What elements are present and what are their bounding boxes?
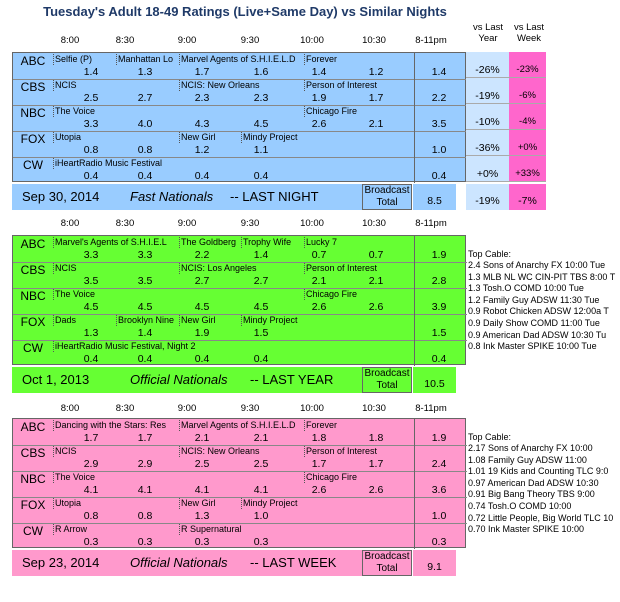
network-label: CBS: [20, 80, 46, 94]
broadcast-label: Broadcast: [364, 551, 410, 562]
rating-value: 0.4: [194, 170, 210, 182]
broadcast-label: Broadcast: [364, 185, 410, 196]
show-name: The Voice: [53, 472, 304, 483]
vs-last-week-value: +0%: [509, 130, 546, 156]
time-slot-label: 8:00: [60, 35, 80, 46]
rating-value: 1.7: [194, 66, 210, 78]
rating-value: 2.7: [253, 275, 269, 287]
network-label: ABC: [20, 237, 46, 251]
ratings-block-last-year: [12, 235, 466, 365]
show-name: Manhattan Lo: [116, 54, 179, 65]
show-name: NCIS: Los Angeles: [179, 263, 304, 274]
rating-value: 0.4: [137, 170, 153, 182]
show-name: NCIS: New Orleans: [179, 80, 304, 91]
show-name: Trophy Wife: [241, 237, 304, 248]
network-label: NBC: [20, 106, 46, 120]
rating-value: 1.1: [253, 144, 269, 156]
footer-suffix: -- LAST WEEK: [250, 555, 337, 570]
rating-value: 2.5: [253, 458, 269, 470]
rating-value: 1.2: [368, 66, 384, 78]
total-value: 1.9: [431, 432, 447, 444]
footer-vs-last-year: -19%: [466, 184, 509, 210]
rating-value: 0.4: [253, 353, 269, 365]
total-label: Total: [376, 197, 398, 208]
total-cell: [414, 340, 461, 366]
rating-value: 1.4: [253, 249, 269, 261]
show-name: iHeartRadio Music Festival: [53, 158, 304, 169]
total-cell: [414, 262, 461, 288]
vs-last-year-value: -36%: [466, 130, 509, 156]
network-label: CW: [23, 158, 43, 172]
footer-label: Official Nationals: [130, 372, 228, 387]
show-name: R Supernatural: [179, 524, 304, 535]
time-slot-label: 10:30: [362, 35, 386, 46]
total-cell: [414, 419, 461, 445]
footer-suffix: -- LAST YEAR: [250, 372, 334, 387]
rating-value: 2.9: [83, 458, 99, 470]
time-slot-label: 9:00: [177, 403, 197, 414]
total-cell: [414, 471, 461, 497]
rating-value: 0.8: [137, 510, 153, 522]
show-name: Forever: [304, 54, 406, 65]
vs-last-week-header: vs Last Week: [513, 22, 545, 44]
vs-last-week-value: -23%: [509, 52, 546, 78]
footer-label: Fast Nationals: [130, 189, 214, 204]
show-name: Chicago Fire: [304, 472, 406, 483]
rating-value: 2.3: [253, 92, 269, 104]
total-value: 1.9: [431, 249, 447, 261]
rating-value: 1.5: [253, 327, 269, 339]
show-name: The Voice: [53, 289, 304, 300]
top-cable-item: 1.3 MLB NL WC CIN-PIT TBS 8:00 T: [468, 271, 616, 282]
show-name: Chicago Fire: [304, 289, 406, 300]
network-label: CW: [23, 524, 43, 538]
time-slot-label: 10:30: [362, 218, 386, 229]
time-slot-label: 8-11pm: [415, 403, 447, 414]
rating-value: 0.7: [368, 249, 384, 261]
vs-last-week-value: -6%: [509, 78, 546, 104]
time-header: [0, 403, 470, 415]
rating-value: 0.3: [194, 536, 210, 548]
rating-value: 4.0: [137, 118, 153, 130]
rating-value: 1.3: [194, 510, 210, 522]
top-cable-item: 0.70 Ink Master SPIKE 10:00: [468, 524, 585, 535]
time-slot-label: 10:00: [300, 35, 324, 46]
time-header: [0, 35, 470, 47]
rating-value: 3.5: [83, 275, 99, 287]
total-cell: [414, 497, 461, 523]
rating-value: 1.9: [194, 327, 210, 339]
total-value: 0.4: [431, 353, 447, 365]
top-cable-item: 1.3 Tosh.O COMD 10:00 Tue: [468, 283, 584, 294]
rating-value: 3.3: [137, 249, 153, 261]
broadcast-total-value: 9.1: [413, 550, 456, 576]
total-cell: [414, 445, 461, 471]
total-cell: [414, 523, 461, 549]
rating-value: 1.3: [137, 66, 153, 78]
time-slot-label: 8:30: [115, 403, 135, 414]
top-cable-item: 0.97 American Dad ADSW 10:30: [468, 477, 599, 488]
show-name: Person of Interest: [304, 80, 406, 91]
total-value: 0.4: [431, 170, 447, 182]
rating-value: 2.6: [311, 118, 327, 130]
total-cell: [414, 105, 461, 131]
rating-value: 2.9: [137, 458, 153, 470]
show-name: Person of Interest: [304, 263, 406, 274]
rating-value: 1.4: [311, 66, 327, 78]
total-value: 0.3: [431, 536, 447, 548]
show-name: Mindy Project: [241, 315, 304, 326]
total-cell: [414, 131, 461, 157]
rating-value: 1.7: [83, 432, 99, 444]
vs-last-week-value: +33%: [509, 156, 546, 182]
time-slot-label: 9:30: [240, 35, 260, 46]
rating-value: 2.1: [194, 432, 210, 444]
time-slot-label: 8:30: [115, 218, 135, 229]
broadcast-total-label: [362, 550, 412, 576]
rating-value: 0.4: [194, 353, 210, 365]
show-name: Lucky 7: [304, 237, 406, 248]
top-cable-item: 1.08 Family Guy ADSW 11:00: [468, 454, 587, 465]
vs-last-year-value: -10%: [466, 104, 509, 130]
vs-last-week-value: -4%: [509, 104, 546, 130]
total-value: 1.5: [431, 327, 447, 339]
total-value: 2.8: [431, 275, 447, 287]
rating-value: 3.3: [83, 118, 99, 130]
rating-value: 1.3: [83, 327, 99, 339]
total-value: 2.2: [431, 92, 447, 104]
network-label: FOX: [20, 132, 46, 146]
time-slot-label: 8:00: [60, 403, 80, 414]
rating-value: 0.3: [137, 536, 153, 548]
rating-value: 4.1: [137, 484, 153, 496]
rating-value: 1.4: [83, 66, 99, 78]
page-title: Tuesday's Adult 18-49 Ratings (Live+Same Day) vs Similar Nights: [43, 4, 447, 19]
time-slot-label: 10:30: [362, 403, 386, 414]
time-slot-label: 8:30: [115, 35, 135, 46]
rating-value: 1.7: [311, 458, 327, 470]
rating-value: 2.1: [368, 118, 384, 130]
show-name: R Arrow: [53, 524, 179, 535]
time-slot-label: 8:00: [60, 218, 80, 229]
total-cell: [414, 53, 461, 79]
time-slot-label: 10:00: [300, 403, 324, 414]
rating-value: 2.6: [311, 484, 327, 496]
rating-value: 0.3: [253, 536, 269, 548]
rating-value: 2.5: [83, 92, 99, 104]
top-cable-title: Top Cable:: [468, 249, 512, 259]
top-cable-item: 0.74 Tosh.O COMD 10:00: [468, 501, 572, 511]
rating-value: 1.8: [311, 432, 327, 444]
top-cable-title: Top Cable:: [468, 432, 512, 442]
vs-last-year-value: +0%: [466, 156, 509, 182]
rating-value: 4.5: [253, 301, 269, 313]
rating-value: 2.7: [137, 92, 153, 104]
total-value: 3.6: [431, 484, 447, 496]
time-header: [0, 218, 470, 230]
vs-last-year-value: -26%: [466, 52, 509, 78]
top-cable-item: 0.91 Big Bang Theory TBS 9:00: [468, 489, 595, 500]
footer-label: Official Nationals: [130, 555, 228, 570]
time-slot-label: 8-11pm: [415, 35, 447, 46]
network-label: ABC: [20, 420, 46, 434]
footer-band: [12, 550, 362, 576]
footer-date: Oct 1, 2013: [22, 372, 90, 387]
total-label: Total: [376, 380, 398, 391]
total-value: 3.5: [431, 118, 447, 130]
total-cell: [414, 157, 461, 183]
top-cable-item: 1.2 Family Guy ADSW 11:30 Tue: [468, 294, 600, 305]
vs-last-year-header: vs Last Year: [472, 22, 504, 44]
total-value: 3.9: [431, 301, 447, 313]
vs-last-year-value: -19%: [466, 78, 509, 104]
total-cell: [414, 288, 461, 314]
rating-value: 0.8: [83, 144, 99, 156]
show-name: Selfie (P): [53, 54, 116, 65]
network-label: CBS: [20, 263, 46, 277]
rating-value: 0.4: [83, 170, 99, 182]
show-name: Dancing with the Stars: Res: [53, 420, 179, 431]
show-name: New Girl: [179, 132, 241, 143]
top-cable-item: 1.01 19 Kids and Counting TLC 9:0: [468, 466, 609, 477]
total-label: Total: [376, 563, 398, 574]
rating-value: 1.6: [253, 66, 269, 78]
rating-value: 0.4: [253, 170, 269, 182]
footer-band: [12, 367, 362, 393]
total-value: 1.4: [431, 66, 447, 78]
broadcast-total-label: [362, 367, 412, 393]
rating-value: 4.5: [137, 301, 153, 313]
rating-value: 2.6: [368, 301, 384, 313]
total-value: 1.0: [431, 510, 447, 522]
time-slot-label: 8-11pm: [415, 218, 447, 229]
show-name: Marvel's Agents of S.H.I.E.L: [53, 237, 179, 248]
total-value: 1.0: [431, 144, 447, 156]
broadcast-total-label: [362, 184, 412, 210]
show-name: Utopia: [53, 498, 179, 509]
rating-value: 4.1: [253, 484, 269, 496]
rating-value: 4.5: [83, 301, 99, 313]
rating-value: 4.3: [194, 118, 210, 130]
rating-value: 3.3: [83, 249, 99, 261]
rating-value: 0.4: [137, 353, 153, 365]
show-name: Marvel Agents of S.H.I.E.L.D: [179, 54, 304, 65]
rating-value: 1.0: [253, 510, 269, 522]
ratings-block-last-week: [12, 418, 466, 548]
rating-value: 2.1: [253, 432, 269, 444]
show-name: The Goldberg: [179, 237, 241, 248]
network-label: NBC: [20, 289, 46, 303]
total-cell: [414, 314, 461, 340]
network-label: CW: [23, 341, 43, 355]
network-label: CBS: [20, 446, 46, 460]
time-slot-label: 9:30: [240, 218, 260, 229]
rating-value: 1.7: [137, 432, 153, 444]
show-name: Person of Interest: [304, 446, 406, 457]
top-cable-item: 0.9 Daily Show COMD 11:00 Tue: [468, 318, 600, 328]
footer-vs-last-week: -7%: [509, 184, 546, 210]
show-name: Dads: [53, 315, 116, 326]
show-name: iHeartRadio Music Festival, Night 2: [53, 341, 304, 352]
rating-value: 1.8: [368, 432, 384, 444]
total-value: 2.4: [431, 458, 447, 470]
footer-suffix: -- LAST NIGHT: [230, 189, 319, 204]
broadcast-label: Broadcast: [364, 368, 410, 379]
show-name: Chicago Fire: [304, 106, 406, 117]
footer-date: Sep 30, 2014: [22, 189, 100, 204]
rating-value: 2.2: [194, 249, 210, 261]
show-name: NCIS: New Orleans: [179, 446, 304, 457]
network-label: FOX: [20, 315, 46, 329]
top-cable-item: 0.9 Robot Chicken ADSW 12:00a T: [468, 306, 609, 317]
show-name: Mindy Project: [241, 132, 304, 143]
show-name: Marvel Agents of S.H.I.E.L.D: [179, 420, 304, 431]
rating-value: 1.9: [311, 92, 327, 104]
rating-value: 2.7: [194, 275, 210, 287]
rating-value: 0.4: [83, 353, 99, 365]
rating-value: 2.6: [311, 301, 327, 313]
rating-value: 0.7: [311, 249, 327, 261]
rating-value: 2.5: [194, 458, 210, 470]
ratings-block-last-night: [12, 52, 466, 182]
rating-value: 0.8: [137, 144, 153, 156]
top-cable-item: 2.4 Sons of Anarchy FX 10:00 Tue: [468, 260, 606, 270]
rating-value: 4.1: [194, 484, 210, 496]
time-slot-label: 9:00: [177, 35, 197, 46]
top-cable-item: 0.8 Ink Master SPIKE 10:00 Tue: [468, 341, 597, 352]
time-slot-label: 9:00: [177, 218, 197, 229]
network-label: ABC: [20, 54, 46, 68]
time-slot-label: 9:30: [240, 403, 260, 414]
show-name: Forever: [304, 420, 406, 431]
top-cable-item: 0.72 Little People, Big World TLC 10: [468, 512, 614, 523]
show-name: Brooklyn Nine: [116, 315, 179, 326]
show-name: New Girl: [179, 315, 241, 326]
total-cell: [414, 79, 461, 105]
network-label: FOX: [20, 498, 46, 512]
broadcast-total-value: 8.5: [413, 184, 456, 210]
total-cell: [414, 236, 461, 262]
rating-value: 2.1: [368, 275, 384, 287]
rating-value: 1.7: [368, 92, 384, 104]
show-name: NCIS: [53, 263, 179, 274]
rating-value: 1.4: [137, 327, 153, 339]
show-name: Utopia: [53, 132, 179, 143]
show-name: New Girl: [179, 498, 241, 509]
rating-value: 0.3: [83, 536, 99, 548]
rating-value: 0.8: [83, 510, 99, 522]
show-name: NCIS: [53, 80, 179, 91]
rating-value: 2.3: [194, 92, 210, 104]
rating-value: 4.5: [194, 301, 210, 313]
rating-value: 4.1: [83, 484, 99, 496]
rating-value: 2.1: [311, 275, 327, 287]
rating-value: 4.5: [253, 118, 269, 130]
top-cable-item: 2.17 Sons of Anarchy FX 10:00: [468, 443, 593, 453]
footer-band: [12, 184, 362, 210]
broadcast-total-value: 10.5: [413, 367, 456, 393]
show-name: NCIS: [53, 446, 179, 457]
show-name: Mindy Project: [241, 498, 304, 509]
rating-value: 1.7: [368, 458, 384, 470]
time-slot-label: 10:00: [300, 218, 324, 229]
rating-value: 3.5: [137, 275, 153, 287]
network-label: NBC: [20, 472, 46, 486]
rating-value: 2.6: [368, 484, 384, 496]
top-cable-item: 0.9 American Dad ADSW 10:30 Tu: [468, 329, 607, 340]
show-name: The Voice: [53, 106, 304, 117]
footer-date: Sep 23, 2014: [22, 555, 100, 570]
rating-value: 1.2: [194, 144, 210, 156]
